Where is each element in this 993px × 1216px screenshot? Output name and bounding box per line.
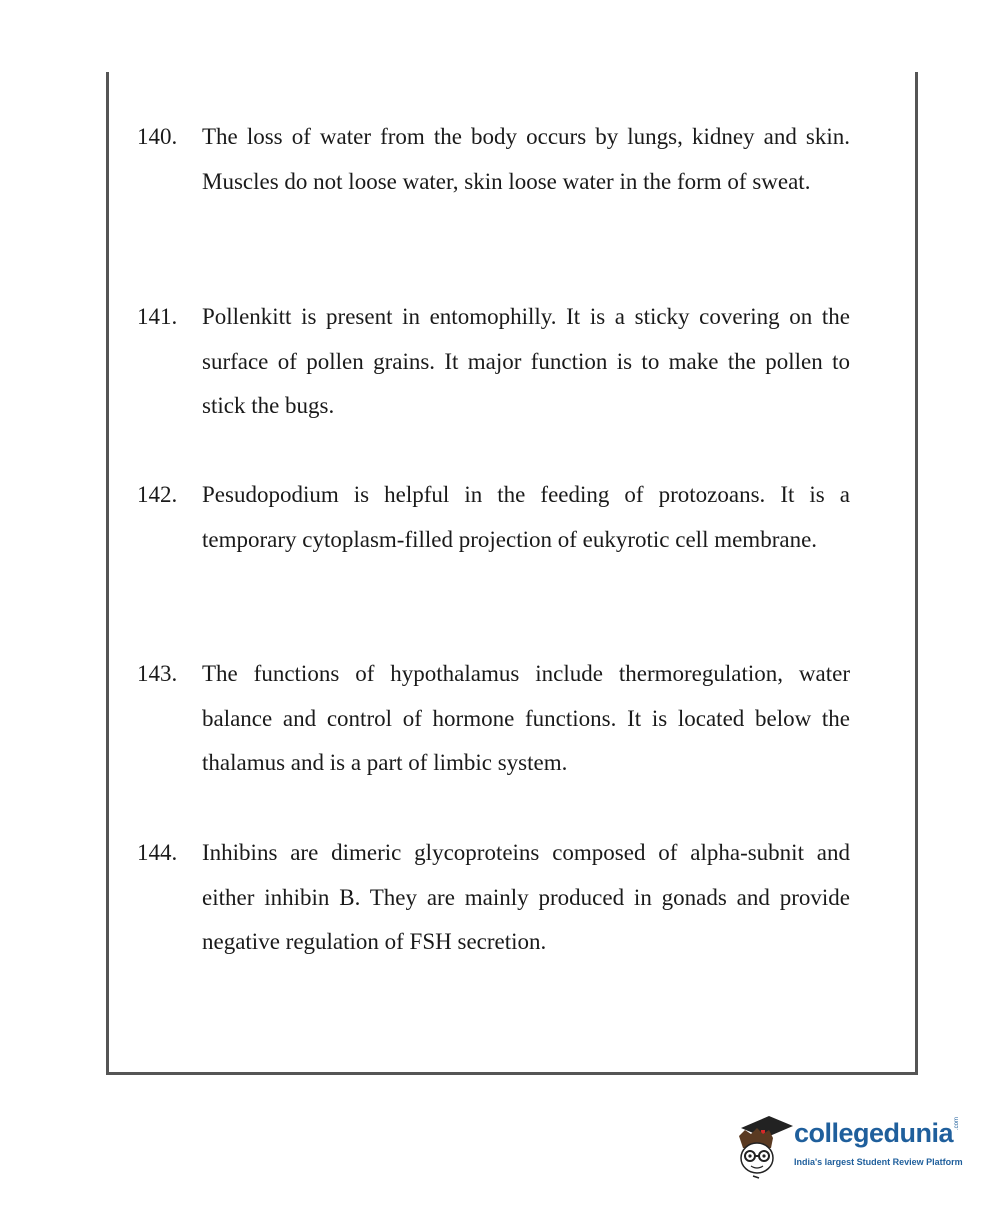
collegedunia-logo (735, 1108, 965, 1183)
item-number: 143. (137, 661, 178, 686)
answer-item-142 (137, 473, 850, 562)
answer-item-141 (137, 295, 850, 429)
item-number: 140. (137, 124, 178, 149)
item-number: 142. (137, 482, 178, 507)
item-number: 141. (137, 304, 178, 329)
answer-item-140 (137, 115, 850, 204)
item-text: The loss of water from the body occurs by lungs, kidney and skin. Muscles do not loose water, skin loose water in the form of sweat. (202, 124, 850, 194)
logo-tagline: India's largest Student Review Platform (794, 1157, 963, 1167)
item-text: Pollenkitt is present in entomophilly. It is a sticky covering on the surface of pollen grains. It major function is to make the pollen to stick the bugs. (202, 304, 850, 418)
item-text: Inhibins are dimeric glycoproteins composed of alpha-subnit and either inhibin B. They are mainly produced in gonads and provide negative regulation of FSH secretion. (202, 840, 850, 954)
mascot-icon (735, 1108, 793, 1183)
answer-item-143 (137, 652, 850, 786)
answer-item-144 (137, 831, 850, 965)
logo-wordmark: collegedunia (794, 1118, 954, 1148)
logo-dotcom: .com (954, 1116, 960, 1130)
item-text: The functions of hypothalamus include thermoregulation, water balance and control of hormone functions. It is located below the thalamus and is a part of limbic system. (202, 661, 850, 775)
item-text: Pesudopodium is helpful in the feeding of protozoans. It is a temporary cytoplasm-filled projection of eukyrotic cell membrane. (202, 482, 850, 552)
item-number: 144. (137, 840, 178, 865)
